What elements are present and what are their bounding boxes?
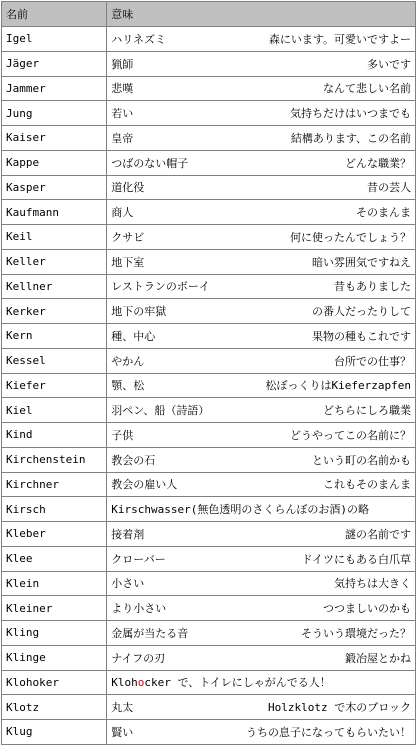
table-row xyxy=(2,472,416,497)
table-row xyxy=(2,51,416,76)
meaning-cell-inner xyxy=(111,600,411,616)
meaning-cell xyxy=(107,497,416,522)
comment-text: 松ぼっくりはKieferzapfen xyxy=(265,379,411,393)
meaning-cell-inner xyxy=(111,56,411,72)
name-cell: Keller xyxy=(2,249,107,274)
meaning-cell-inner xyxy=(111,105,411,121)
table-row xyxy=(2,695,416,720)
comment-text: 鍛冶屋とかね xyxy=(345,651,411,665)
comment-text: そういう環境だった？ xyxy=(301,626,411,640)
comment-text: ドイツにもある白爪草 xyxy=(301,552,411,566)
meaning-cell-inner xyxy=(111,328,411,344)
meaning-cell-inner xyxy=(111,526,411,542)
meaning-cell xyxy=(107,249,416,274)
meaning-cell-inner xyxy=(111,155,411,171)
meaning-cell xyxy=(107,522,416,547)
meaning-cell-inner xyxy=(111,278,411,294)
meaning-cell-inner xyxy=(111,575,411,591)
comment-text: 何に使ったんでしょう？ xyxy=(290,230,411,244)
comment-text: 森にいます。可愛いですよー xyxy=(268,32,411,46)
table-row xyxy=(2,324,416,349)
meaning-text: レストランのボーイ xyxy=(111,280,210,294)
names-table xyxy=(1,1,416,745)
name-cell: Kleber xyxy=(2,522,107,547)
meaning-cell-inner xyxy=(111,402,411,418)
meaning-cell xyxy=(107,101,416,126)
table-row xyxy=(2,497,416,522)
comment-text: 台所での仕事？ xyxy=(334,354,411,368)
meaning-cell xyxy=(107,299,416,324)
meaning-text: クサビ xyxy=(111,230,145,244)
name-cell: Kirchenstein xyxy=(2,447,107,472)
comment-text: うちの息子になってもらいたい！ xyxy=(246,725,411,739)
name-cell: Klohoker xyxy=(2,670,107,695)
name-cell: Kessel xyxy=(2,348,107,373)
name-cell: Kaufmann xyxy=(2,200,107,225)
meaning-text: 子供 xyxy=(111,428,134,442)
name-cell: Klee xyxy=(2,546,107,571)
meaning-cell xyxy=(107,324,416,349)
table-row xyxy=(2,522,416,547)
comment-text: 気持ちだけはいつまでも xyxy=(290,107,411,121)
meaning-cell xyxy=(107,695,416,720)
table-row xyxy=(2,200,416,225)
meaning-text: より小さい xyxy=(111,602,167,616)
meaning-cell-inner xyxy=(111,229,411,245)
meaning-text: 皇帝 xyxy=(111,131,134,145)
table-row xyxy=(2,126,416,151)
meaning-cell xyxy=(107,348,416,373)
name-cell: Kirchner xyxy=(2,472,107,497)
meaning-cell-inner xyxy=(111,699,411,715)
name-cell: Jung xyxy=(2,101,107,126)
name-cell: Kern xyxy=(2,324,107,349)
meaning-text: 接着剤 xyxy=(111,527,145,541)
name-cell: Kappe xyxy=(2,150,107,175)
name-cell: Kiel xyxy=(2,398,107,423)
name-cell: Klotz xyxy=(2,695,107,720)
meaning-text: 道化役 xyxy=(111,181,145,195)
meaning-text: 悲嘆 xyxy=(111,82,134,96)
meaning-text: 顎、松 xyxy=(111,379,145,393)
special-text xyxy=(111,676,330,689)
special-text-post: cker で、トイレにしゃがんでる人！ xyxy=(144,676,331,690)
comment-text: 暗い雰囲気ですねえ xyxy=(312,255,411,269)
name-cell: Klein xyxy=(2,571,107,596)
comment-text: Holzklotz で木のブロック xyxy=(267,701,411,715)
meaning-text: 教会の石 xyxy=(111,453,156,467)
table-row xyxy=(2,546,416,571)
meaning-cell xyxy=(107,720,416,745)
meaning-cell-inner xyxy=(111,724,411,740)
meaning-cell-inner xyxy=(111,303,411,319)
meaning-text: 羽ペン、船（詩語） xyxy=(111,404,210,418)
table-row xyxy=(2,225,416,250)
table-row xyxy=(2,348,416,373)
meaning-cell xyxy=(107,126,416,151)
meaning-cell xyxy=(107,596,416,621)
name-cell: Kerker xyxy=(2,299,107,324)
table-row xyxy=(2,150,416,175)
comment-text: なんて悲しい名前 xyxy=(323,82,411,96)
meaning-cell-inner xyxy=(111,377,411,393)
comment-text: 気持ちは大きく xyxy=(334,577,411,591)
table-row xyxy=(2,274,416,299)
meaning-cell xyxy=(107,200,416,225)
meaning-cell-inner xyxy=(111,353,411,369)
special-text-red-letter: o xyxy=(137,676,145,690)
meaning-cell-inner xyxy=(111,427,411,443)
comment-text: 結構あります、この名前 xyxy=(290,131,411,145)
meaning-cell-inner xyxy=(111,551,411,567)
meaning-cell xyxy=(107,398,416,423)
name-cell: Kirsch xyxy=(2,497,107,522)
name-cell: Jäger xyxy=(2,51,107,76)
comment-text: 謎の名前です xyxy=(345,527,411,541)
comment-text: 多いです xyxy=(367,57,411,71)
name-cell: Kasper xyxy=(2,175,107,200)
table-row xyxy=(2,596,416,621)
meaning-cell xyxy=(107,621,416,646)
comment-text: の番人だったりして xyxy=(312,305,411,319)
comment-text: という町の名前かも xyxy=(312,453,411,467)
meaning-cell xyxy=(107,51,416,76)
name-cell: Keil xyxy=(2,225,107,250)
meaning-cell xyxy=(107,373,416,398)
meaning-text: やかん xyxy=(111,354,145,368)
meaning-cell-inner xyxy=(111,501,411,517)
name-cell: Igel xyxy=(2,27,107,52)
meaning-cell xyxy=(107,571,416,596)
table-row xyxy=(2,398,416,423)
meaning-text: 小さい xyxy=(111,577,145,591)
table-row xyxy=(2,101,416,126)
meaning-cell xyxy=(107,274,416,299)
table-row xyxy=(2,720,416,745)
meaning-cell xyxy=(107,472,416,497)
table-row xyxy=(2,645,416,670)
meaning-text: つばのない帽子 xyxy=(111,156,189,170)
meaning-text: 地下の牢獄 xyxy=(111,305,167,319)
name-cell: Klinge xyxy=(2,645,107,670)
meaning-text: 若い xyxy=(111,107,134,121)
meaning-cell xyxy=(107,447,416,472)
meaning-cell-inner xyxy=(111,625,411,641)
table-row xyxy=(2,175,416,200)
comment-text: そのまんま xyxy=(356,206,411,220)
meaning-cell-inner xyxy=(111,80,411,96)
meaning-cell xyxy=(107,175,416,200)
meaning-text: 金属が当たる音 xyxy=(111,626,189,640)
comment-text: 昔もありました xyxy=(334,280,411,294)
meaning-cell xyxy=(107,423,416,448)
table-row xyxy=(2,571,416,596)
meaning-cell xyxy=(107,150,416,175)
comment-text: どうやってこの名前に？ xyxy=(290,428,411,442)
name-cell: Kind xyxy=(2,423,107,448)
meaning-cell-inner xyxy=(111,254,411,270)
table-row xyxy=(2,423,416,448)
meaning-text: 丸太 xyxy=(111,701,134,715)
name-cell: Kiefer xyxy=(2,373,107,398)
meaning-cell-inner xyxy=(111,476,411,492)
special-text-pre: Kloh xyxy=(111,676,138,690)
meaning-cell xyxy=(107,76,416,101)
name-cell: Kleiner xyxy=(2,596,107,621)
name-cell: Kling xyxy=(2,621,107,646)
table-row xyxy=(2,621,416,646)
meaning-cell-inner xyxy=(111,130,411,146)
comment-text: 果物の種もこれです xyxy=(312,329,411,343)
table-body xyxy=(2,27,416,745)
meaning-cell-inner xyxy=(111,179,411,195)
meaning-text: ナイフの刃 xyxy=(111,651,166,665)
header-row xyxy=(2,2,416,27)
name-cell: Kellner xyxy=(2,274,107,299)
comment-text: 昔の芸人 xyxy=(367,181,411,195)
table-row xyxy=(2,299,416,324)
meaning-text: Kirschwasser(無色透明のさくらんぼのお酒)の略 xyxy=(111,503,369,517)
comment-text: これもそのまんま xyxy=(323,478,411,492)
table-row xyxy=(2,373,416,398)
header-meaning: 意味 xyxy=(107,2,416,27)
meaning-text: 教会の雇い人 xyxy=(111,478,178,492)
meaning-text: 種、中心 xyxy=(111,329,156,343)
meaning-cell xyxy=(107,27,416,52)
meaning-text: クローバー xyxy=(111,552,166,566)
table-row xyxy=(2,27,416,52)
meaning-text: 猟師 xyxy=(111,57,134,71)
comment-text: どんな職業？ xyxy=(345,156,411,170)
name-cell: Klug xyxy=(2,720,107,745)
table-row xyxy=(2,670,416,695)
meaning-text: 商人 xyxy=(111,206,134,220)
meaning-cell-inner xyxy=(111,650,411,666)
name-cell: Jammer xyxy=(2,76,107,101)
meaning-cell xyxy=(107,670,416,695)
meaning-cell-inner xyxy=(111,204,411,220)
meaning-text: 賢い xyxy=(111,725,134,739)
table-row xyxy=(2,76,416,101)
meaning-cell-inner xyxy=(111,452,411,468)
meaning-cell xyxy=(107,546,416,571)
comment-text: つつましいのかも xyxy=(323,602,411,616)
meaning-cell xyxy=(107,645,416,670)
table-row xyxy=(2,249,416,274)
meaning-cell xyxy=(107,225,416,250)
header-name: 名前 xyxy=(2,2,107,27)
name-cell: Kaiser xyxy=(2,126,107,151)
meaning-text: ハリネズミ xyxy=(111,32,167,46)
comment-text: どちらにしろ職業 xyxy=(323,404,411,418)
meaning-cell-inner xyxy=(111,31,411,47)
meaning-text: 地下室 xyxy=(111,255,145,269)
table-row xyxy=(2,447,416,472)
